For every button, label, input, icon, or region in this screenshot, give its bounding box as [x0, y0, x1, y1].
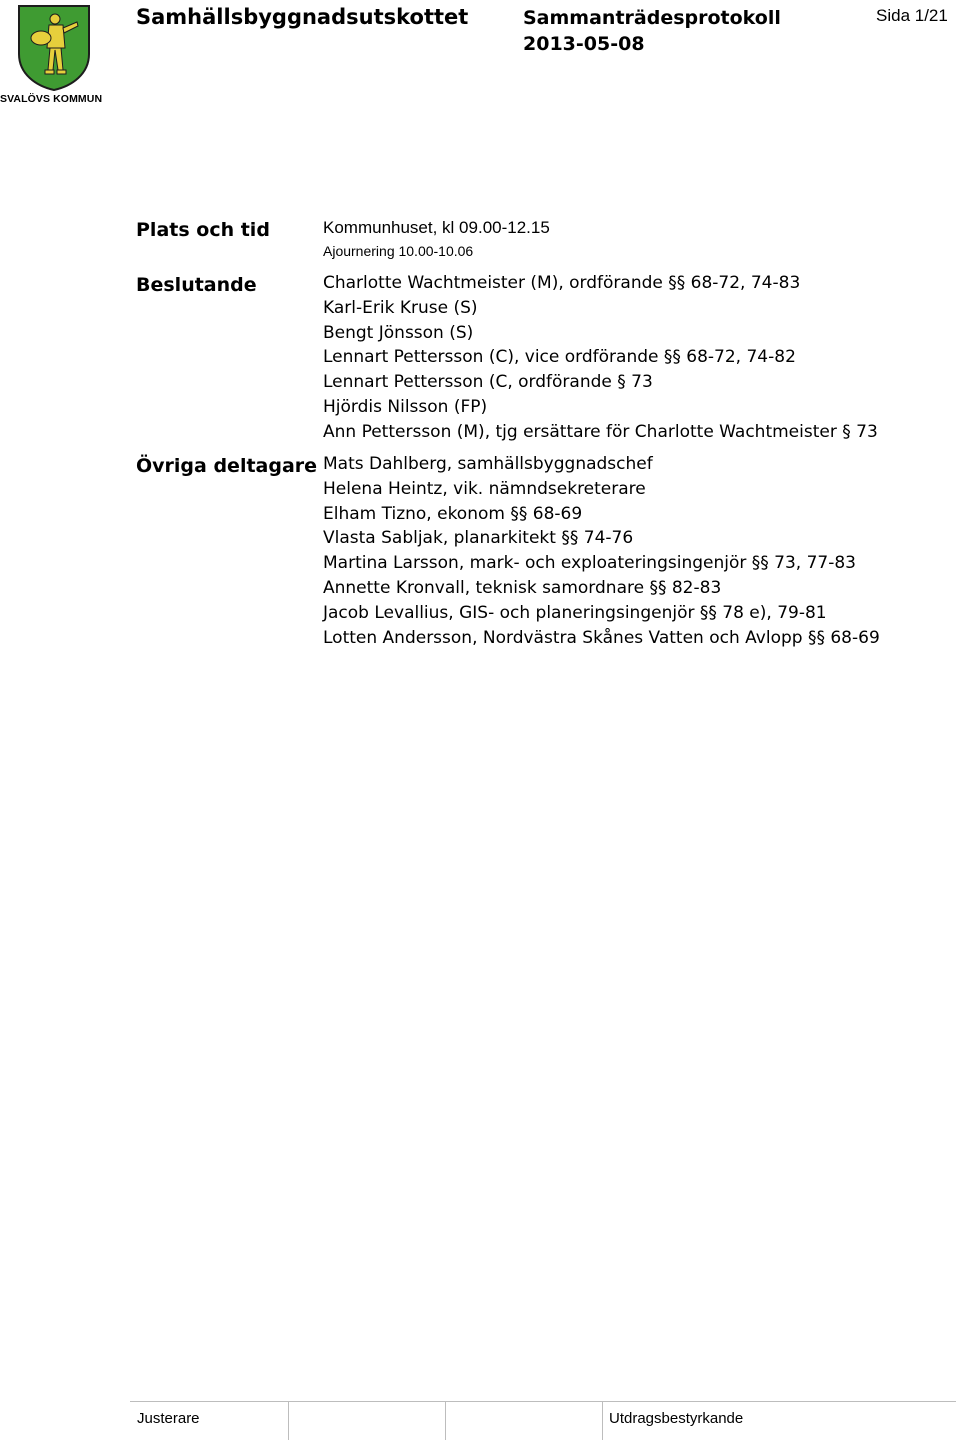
decision-makers-list [323, 271, 878, 445]
coat-of-arms-icon [17, 4, 91, 92]
protocol-heading [523, 5, 781, 57]
list-item: Charlotte Wachtmeister (M), ordförande §§ 68-72, 74-83 [323, 273, 801, 293]
adjournment-time: Ajournering 10.00-10.06 [323, 242, 474, 259]
list-item: Elham Tizno, ekonom §§ 68-69 [323, 503, 583, 524]
signature-footer [130, 1401, 956, 1440]
protocol-title: Sammanträdesprotokoll [523, 7, 781, 29]
list-item: Lennart Pettersson (C, ordförande § 73 [323, 372, 653, 393]
list-item: Hjördis Nilsson (FP) [323, 396, 488, 417]
meeting-location-time: Kommunhuset, kl 09.00-12.15 [323, 218, 550, 237]
protocol-date: 2013-05-08 [523, 33, 645, 55]
signature-divider [445, 1402, 446, 1440]
list-item: Ann Pettersson (M), tjg ersättare för Charlotte Wachtmeister § 73 [323, 421, 878, 442]
signature-divider [602, 1402, 603, 1440]
list-item: Helena Heintz, vik. nämndsekreterare [323, 478, 646, 499]
other-participants-list [323, 452, 880, 650]
municipal-logo [0, 0, 110, 110]
list-item: Annette Kronvall, teknisk samordnare §§ 82-83 [323, 577, 722, 598]
place-time-label: Plats och tid [136, 219, 270, 241]
place-time-values [323, 216, 550, 261]
signature-divider [288, 1402, 289, 1440]
list-item: Lennart Pettersson (C), vice ordförande §§ 68-72, 74-82 [323, 347, 796, 368]
decision-makers-label: Beslutande [136, 274, 257, 296]
list-item: Lotten Andersson, Nordvästra Skånes Vatten och Avlopp §§ 68-69 [323, 627, 880, 648]
list-item: Bengt Jönsson (S) [323, 322, 474, 343]
list-item: Karl-Erik Kruse (S) [323, 297, 478, 318]
other-participants-label: Övriga deltagare [136, 455, 318, 477]
list-item: Jacob Levallius, GIS- och planeringsingenjör §§ 78 e), 79-81 [323, 602, 827, 623]
committee-title: Samhällsbyggnadsutskottet [136, 5, 469, 29]
municipality-name: SVALÖVS KOMMUN [0, 93, 103, 105]
adjuster-label: Justerare [137, 1410, 200, 1427]
list-item: Mats Dahlberg, samhällsbyggnadschef [323, 454, 653, 474]
page-number: Sida 1/21 [876, 6, 948, 25]
list-item: Martina Larsson, mark- och exploateringsingenjör §§ 73, 77-83 [323, 553, 857, 574]
list-item: Vlasta Sabljak, planarkitekt §§ 74-76 [323, 528, 634, 549]
certification-label: Utdragsbestyrkande [609, 1410, 744, 1427]
